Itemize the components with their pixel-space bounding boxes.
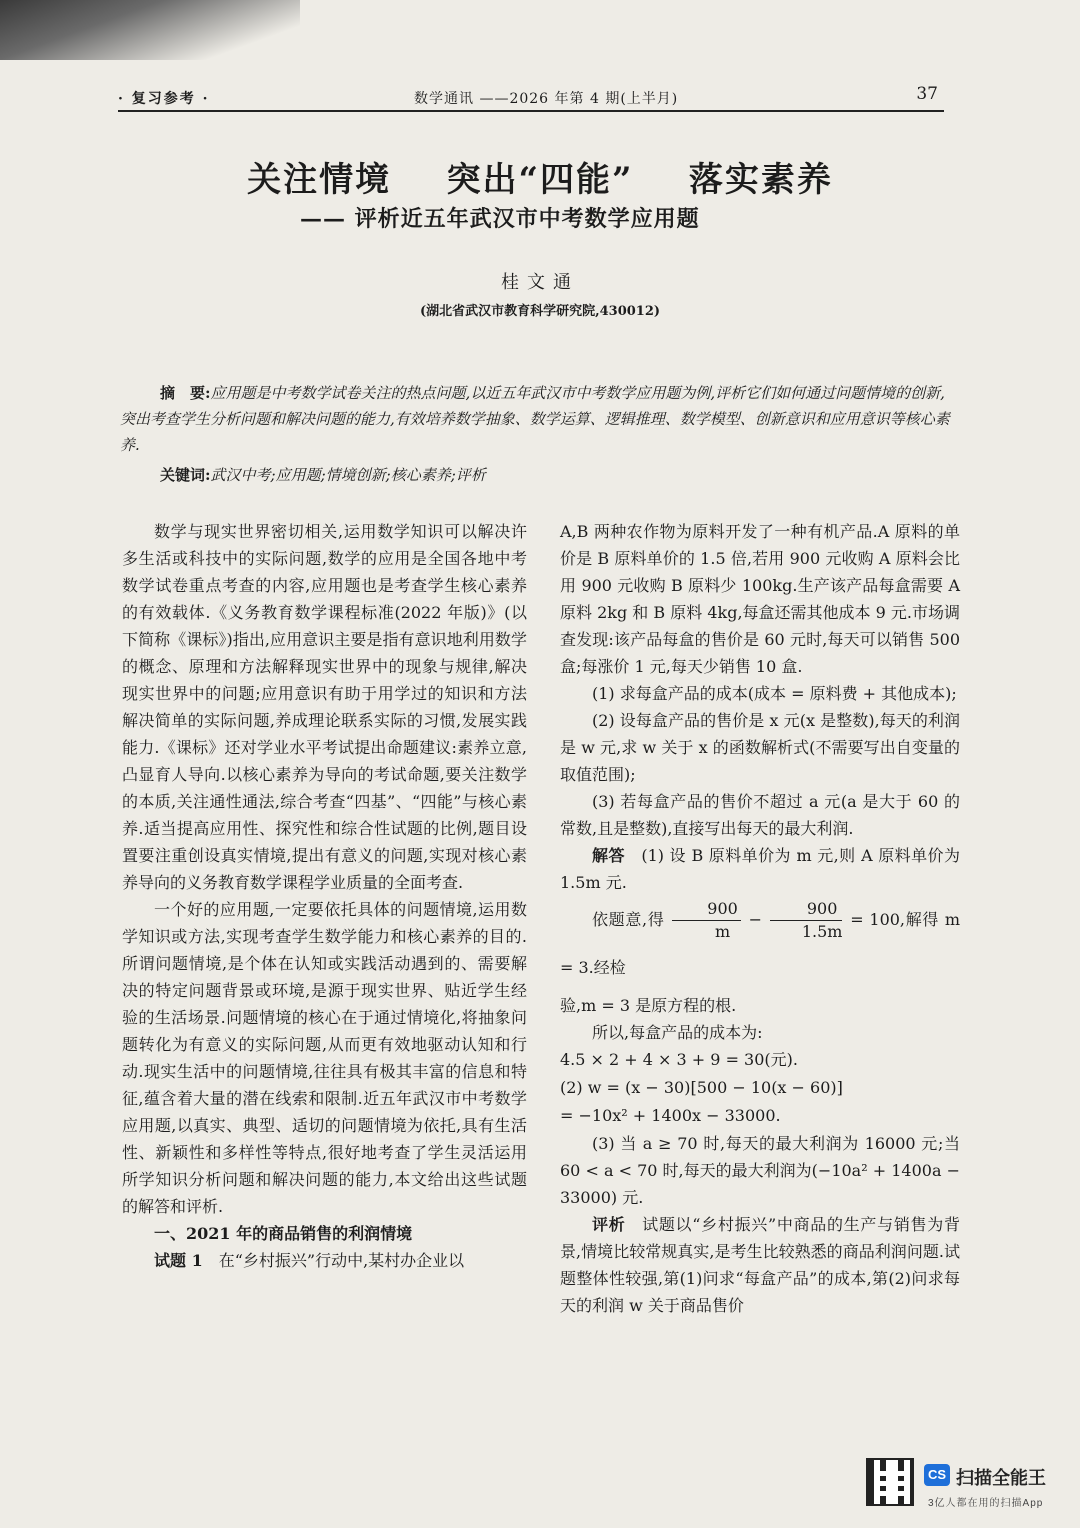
abstract-label: 摘 要:: [160, 384, 211, 402]
equation-minus: −: [748, 910, 763, 929]
scanner-tagline: 3亿人都在用的扫描App: [928, 1498, 1044, 1509]
qr-code-icon: [866, 1458, 914, 1506]
answer-part-2-line-1: (2) w = (x − 30)[500 − 10(x − 60)]: [560, 1078, 843, 1097]
fraction-2: [770, 898, 843, 943]
scan-shadow: [0, 0, 300, 60]
author-affiliation: (湖北省武汉市教育科学研究院,430012): [419, 304, 661, 319]
answer-equation: [560, 896, 960, 992]
answer-part-1: [560, 842, 960, 896]
body-right-column: [560, 518, 960, 1319]
journal-issue: 数学通讯 ——2026 年第 4 期(上半月): [414, 91, 679, 107]
column-name: · 复习参考 ·: [118, 91, 210, 107]
answer-check: 验,m = 3 是原方程的根.: [560, 996, 737, 1015]
body-left-column: [122, 518, 527, 1274]
section-heading-2021: 一、2021 年的商品销售的利润情境: [154, 1224, 413, 1243]
question-1-label: 试题 1: [154, 1251, 203, 1270]
camscanner-logo: CS: [924, 1464, 950, 1486]
answer-cost-calc: 4.5 × 2 + 4 × 3 + 9 = 30(元).: [560, 1050, 798, 1069]
equation-suffix: = 100,解得 m = 3.经检: [560, 910, 961, 977]
fraction-2-denominator: 1.5m: [801, 922, 843, 941]
question-1-part-2: (2) 设每盒产品的售价是 x 元(x 是整数),每天的利润是 w 元,求 w 关于 x 的函数解析式(不需要写出自变量的取值范围);: [560, 711, 960, 784]
question-1-part-3: (3) 若每盒产品的售价不超过 a 元(a 是大于 60 的常数,且是整数),直接写出每天的最大利润.: [560, 792, 960, 838]
answer-part-2-line-2: = −10x² + 1400x − 33000.: [560, 1106, 781, 1125]
question-1-part-1: (1) 求每盒产品的成本(成本 = 原料费 + 其他成本);: [592, 684, 957, 703]
page-number: 37: [916, 84, 938, 104]
abstract-text: 应用题是中考数学试卷关注的热点问题,以近五年武汉市中考数学应用题为例,评析它们如何通过问题情境的创新,突出考查学生分析问题和解决问题的能力,有效培养数学抽象、数学运算、逻辑推理、数学模型、创新意识和应用意识等核心素养.: [120, 384, 950, 454]
article-subtitle: —— 评析近五年武汉市中考数学应用题: [300, 206, 700, 232]
article-title: 关注情境 突出“四能” 落实素养: [247, 160, 833, 200]
intro-paragraph-1: 数学与现实世界密切相关,运用数学知识可以解决许多生活或科技中的实际问题,数学的应用是全国各地中考数学试卷重点考查的内容,应用题也是考查学生核心素养的有效载体.《义务教育数学课程标准(2022 年版)》(以下简称《课标》)指出,应用意识主要是指有意识地利用数学的概念、原理和方法解释现实世界中的现象与规律,解决现实世界中的问题;应用意识有助于用学过的知识和方法解决简单的实际问题,养成理论联系实际的习惯,发展实践能力.《课标》还对学业水平考试提出命题建议:素养立意,凸显育人导向.以核心素养为导向的考试命题,要关注数学的本质,关注通性通法,综合考查“四基”、“四能”与核心素养.适当提高应用性、探究性和综合性试题的比例,题目设置要注重创设真实情境,提出有意义的问题,实现对核心素养导向的义务教育数学课程学业质量的全面考查.: [122, 522, 527, 892]
running-header: [118, 84, 944, 110]
question-1-text-start: 在“乡村振兴”行动中,某村办企业以: [218, 1251, 465, 1270]
commentary: [560, 1211, 960, 1319]
question-1-start: [122, 1247, 527, 1274]
abstract: [120, 380, 956, 458]
fraction-1: [672, 898, 741, 943]
keywords-text: 武汉中考;应用题;情境创新;核心素养;评析: [210, 466, 486, 484]
answer-cost-intro: 所以,每盒产品的成本为:: [592, 1023, 763, 1042]
author-name: 桂文通: [501, 272, 579, 293]
commentary-text: 试题以“乡村振兴”中商品的生产与销售为背景,情境比较常规真实,是考生比较熟悉的商品利润问题.试题整体性较强,第(1)问求“每盒产品”的成本,第(2)问求每天的利润 w 关于商品售价: [560, 1215, 960, 1315]
keywords: [160, 464, 486, 485]
intro-paragraph-2: 一个好的应用题,一定要依托具体的问题情境,运用数学知识或方法,实现考查学生数学能力和核心素养的目的.所谓问题情境,是个体在认知或实践活动遇到的、需要解决的特定问题背景或环境,是源于现实世界、贴近学生经验的生活场景.问题情境的核心在于通过情境化,将抽象问题转化为有意义的实际问题,从而更有效地驱动认知和行动.现实生活中的问题情境,往往具有极其丰富的信息和特征,蕴含着大量的潜在线索和限制.近五年武汉市中考数学应用题,以真实、典型、适切的问题情境为依托,具有生活性、新颖性和多样性等特点,很好地考查了学生灵活运用所学知识分析问题和解决问题的能力,本文给出这些试题的解答和评析.: [122, 900, 527, 1216]
header-divider: [118, 110, 944, 112]
answer-label: 解答: [592, 846, 625, 865]
question-1-continued: A,B 两种农作物为原料开发了一种有机产品.A 原料的单价是 B 原料单价的 1.5 倍,若用 900 元收购 A 原料会比用 900 元收购 B 原料少 100kg.生产该产品每盒需要 A 原料 2kg 和 B 原料 4kg,每盒还需其他成本 9 元.市场调查发现:该产品每盒的售价是 60 元时,每天可以销售 500 盒;每涨价 1 元,每天少销售 10 盒.: [560, 522, 960, 676]
answer-part-3: (3) 当 a ≥ 70 时,每天的最大利润为 16000 元;当 60 < a < 70 时,每天的最大利润为(−10a² + 1400a − 33000) 元.: [560, 1134, 960, 1207]
scanner-app-name: 扫描全能王: [956, 1468, 1046, 1488]
commentary-label: 评析: [592, 1215, 626, 1234]
answer-part-1-text: (1) 设 B 原料单价为 m 元,则 A 原料单价为 1.5m 元.: [560, 846, 960, 892]
fraction-2-numerator: 900: [770, 898, 843, 921]
scanner-watermark: [866, 1458, 1066, 1510]
keywords-label: 关键词:: [160, 466, 211, 484]
fraction-1-denominator: m: [714, 922, 731, 941]
equation-prefix: 依题意,得: [592, 910, 665, 929]
fraction-1-numerator: 900: [672, 898, 741, 921]
